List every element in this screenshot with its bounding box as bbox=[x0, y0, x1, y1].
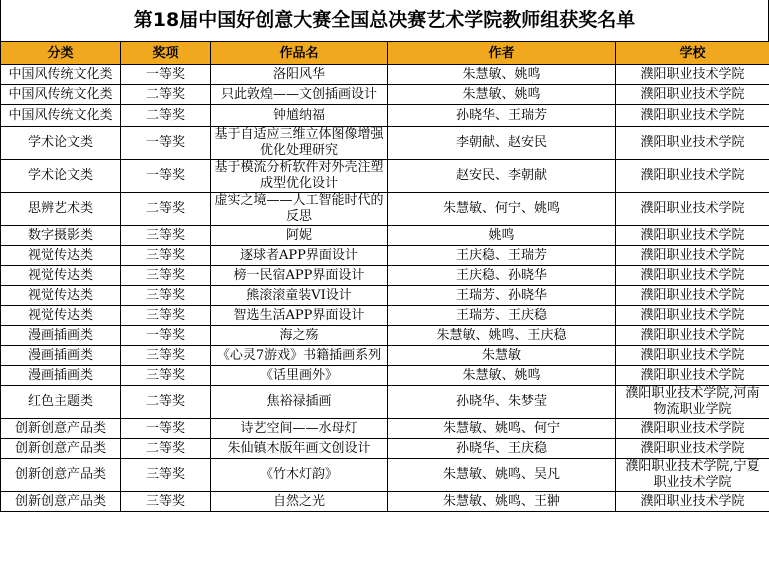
header-category: 分类 bbox=[1, 42, 121, 65]
table-row bbox=[1, 306, 769, 326]
cell-category: 漫画插画类 bbox=[1, 366, 121, 386]
cell-author: 朱慧敏、姚鸣 bbox=[388, 366, 616, 386]
cell-category: 创新创意产品类 bbox=[1, 492, 121, 512]
cell-work: 焦裕禄插画 bbox=[211, 386, 388, 419]
cell-category: 视觉传达类 bbox=[1, 286, 121, 306]
cell-category: 中国风传统文化类 bbox=[1, 65, 121, 85]
cell-work: 榜一民宿APP界面设计 bbox=[211, 266, 388, 286]
cell-work: 基于自适应三维立体图像增强优化处理研究 bbox=[211, 127, 388, 160]
cell-category: 视觉传达类 bbox=[1, 306, 121, 326]
cell-school: 濮阳职业技术学院 bbox=[616, 160, 769, 193]
cell-category: 漫画插画类 bbox=[1, 326, 121, 346]
table-row bbox=[1, 127, 769, 160]
cell-award: 二等奖 bbox=[121, 439, 211, 459]
cell-category: 学术论文类 bbox=[1, 160, 121, 193]
table-row bbox=[1, 246, 769, 266]
cell-work: 钟馗纳福 bbox=[211, 105, 388, 127]
cell-award: 一等奖 bbox=[121, 65, 211, 85]
cell-author: 朱慧敏 bbox=[388, 346, 616, 366]
cell-work: 基于模流分析软件对外壳注塑成型优化设计 bbox=[211, 160, 388, 193]
cell-school: 濮阳职业技术学院,河南物流职业学院 bbox=[616, 386, 769, 419]
cell-author: 赵安民、李朝献 bbox=[388, 160, 616, 193]
table-row bbox=[1, 266, 769, 286]
cell-school: 濮阳职业技术学院 bbox=[616, 366, 769, 386]
cell-award: 一等奖 bbox=[121, 160, 211, 193]
cell-category: 视觉传达类 bbox=[1, 246, 121, 266]
header-author: 作者 bbox=[388, 42, 616, 65]
cell-award: 三等奖 bbox=[121, 346, 211, 366]
cell-award: 三等奖 bbox=[121, 226, 211, 246]
cell-author: 孙晓华、朱梦莹 bbox=[388, 386, 616, 419]
table-row bbox=[1, 160, 769, 193]
cell-school: 濮阳职业技术学院 bbox=[616, 419, 769, 439]
cell-work: 只此敦煌——文创插画设计 bbox=[211, 85, 388, 105]
cell-category: 中国风传统文化类 bbox=[1, 105, 121, 127]
cell-school: 濮阳职业技术学院 bbox=[616, 266, 769, 286]
cell-school: 濮阳职业技术学院 bbox=[616, 439, 769, 459]
table-row bbox=[1, 105, 769, 127]
header-row bbox=[1, 42, 769, 65]
cell-award: 三等奖 bbox=[121, 459, 211, 492]
cell-category: 视觉传达类 bbox=[1, 266, 121, 286]
cell-category: 创新创意产品类 bbox=[1, 459, 121, 492]
cell-school: 濮阳职业技术学院,宁夏职业技术学院 bbox=[616, 459, 769, 492]
cell-category: 思辨艺术类 bbox=[1, 193, 121, 226]
header-school: 学校 bbox=[616, 42, 769, 65]
cell-work: 《话里画外》 bbox=[211, 366, 388, 386]
cell-school: 濮阳职业技术学院 bbox=[616, 326, 769, 346]
header-award: 奖项 bbox=[121, 42, 211, 65]
cell-category: 创新创意产品类 bbox=[1, 439, 121, 459]
table-row bbox=[1, 459, 769, 492]
cell-author: 朱慧敏、姚鸣、吴凡 bbox=[388, 459, 616, 492]
cell-work: 海之殇 bbox=[211, 326, 388, 346]
cell-work: 《竹木灯韵》 bbox=[211, 459, 388, 492]
cell-author: 王庆稳、王瑞芳 bbox=[388, 246, 616, 266]
cell-award: 一等奖 bbox=[121, 419, 211, 439]
cell-category: 中国风传统文化类 bbox=[1, 85, 121, 105]
table-row bbox=[1, 65, 769, 85]
cell-author: 孙晓华、王瑞芳 bbox=[388, 105, 616, 127]
table-row bbox=[1, 193, 769, 226]
cell-award: 三等奖 bbox=[121, 286, 211, 306]
cell-school: 濮阳职业技术学院 bbox=[616, 105, 769, 127]
cell-work: 《心灵7游戏》书籍插画系列 bbox=[211, 346, 388, 366]
cell-author: 朱慧敏、姚鸣 bbox=[388, 65, 616, 85]
cell-work: 阿妮 bbox=[211, 226, 388, 246]
cell-author: 朱慧敏、姚鸣 bbox=[388, 85, 616, 105]
table-row bbox=[1, 366, 769, 386]
cell-author: 李朝献、赵安民 bbox=[388, 127, 616, 160]
table-row bbox=[1, 286, 769, 306]
cell-author: 姚鸣 bbox=[388, 226, 616, 246]
cell-award: 二等奖 bbox=[121, 193, 211, 226]
cell-school: 濮阳职业技术学院 bbox=[616, 246, 769, 266]
cell-award: 三等奖 bbox=[121, 492, 211, 512]
cell-author: 朱慧敏、姚鸣、何宁 bbox=[388, 419, 616, 439]
cell-award: 一等奖 bbox=[121, 127, 211, 160]
cell-author: 王庆稳、孙晓华 bbox=[388, 266, 616, 286]
cell-award: 二等奖 bbox=[121, 105, 211, 127]
table-row bbox=[1, 439, 769, 459]
table-row bbox=[1, 492, 769, 512]
cell-school: 濮阳职业技术学院 bbox=[616, 286, 769, 306]
cell-work: 朱仙镇木版年画文创设计 bbox=[211, 439, 388, 459]
sheet-title: 第18届中国好创意大赛全国总决赛艺术学院教师组获奖名单 bbox=[0, 0, 769, 41]
header-work: 作品名 bbox=[211, 42, 388, 65]
award-table bbox=[0, 41, 769, 512]
cell-category: 数字摄影类 bbox=[1, 226, 121, 246]
cell-award: 一等奖 bbox=[121, 326, 211, 346]
table-row bbox=[1, 419, 769, 439]
cell-work: 虚实之境——人工智能时代的反思 bbox=[211, 193, 388, 226]
cell-category: 漫画插画类 bbox=[1, 346, 121, 366]
cell-work: 熊滚滚童装VI设计 bbox=[211, 286, 388, 306]
cell-author: 王瑞芳、孙晓华 bbox=[388, 286, 616, 306]
table-row bbox=[1, 85, 769, 105]
cell-work: 逐球者APP界面设计 bbox=[211, 246, 388, 266]
cell-school: 濮阳职业技术学院 bbox=[616, 346, 769, 366]
cell-work: 诗艺空间——水母灯 bbox=[211, 419, 388, 439]
table-row bbox=[1, 326, 769, 346]
cell-award: 三等奖 bbox=[121, 306, 211, 326]
cell-author: 朱慧敏、姚鸣、王翀 bbox=[388, 492, 616, 512]
cell-school: 濮阳职业技术学院 bbox=[616, 65, 769, 85]
table-row bbox=[1, 386, 769, 419]
cell-school: 濮阳职业技术学院 bbox=[616, 306, 769, 326]
cell-category: 创新创意产品类 bbox=[1, 419, 121, 439]
cell-author: 朱慧敏、何宁、姚鸣 bbox=[388, 193, 616, 226]
table-row bbox=[1, 226, 769, 246]
cell-author: 孙晓华、王庆稳 bbox=[388, 439, 616, 459]
cell-author: 朱慧敏、姚鸣、王庆稳 bbox=[388, 326, 616, 346]
cell-work: 洛阳风华 bbox=[211, 65, 388, 85]
table-row bbox=[1, 346, 769, 366]
cell-work: 自然之光 bbox=[211, 492, 388, 512]
cell-category: 红色主题类 bbox=[1, 386, 121, 419]
cell-author: 王瑞芳、王庆稳 bbox=[388, 306, 616, 326]
cell-award: 二等奖 bbox=[121, 85, 211, 105]
cell-school: 濮阳职业技术学院 bbox=[616, 127, 769, 160]
cell-school: 濮阳职业技术学院 bbox=[616, 85, 769, 105]
cell-award: 二等奖 bbox=[121, 386, 211, 419]
cell-school: 濮阳职业技术学院 bbox=[616, 492, 769, 512]
cell-award: 三等奖 bbox=[121, 366, 211, 386]
cell-category: 学术论文类 bbox=[1, 127, 121, 160]
cell-school: 濮阳职业技术学院 bbox=[616, 226, 769, 246]
cell-work: 智选生活APP界面设计 bbox=[211, 306, 388, 326]
cell-award: 三等奖 bbox=[121, 246, 211, 266]
cell-school: 濮阳职业技术学院 bbox=[616, 193, 769, 226]
cell-award: 三等奖 bbox=[121, 266, 211, 286]
